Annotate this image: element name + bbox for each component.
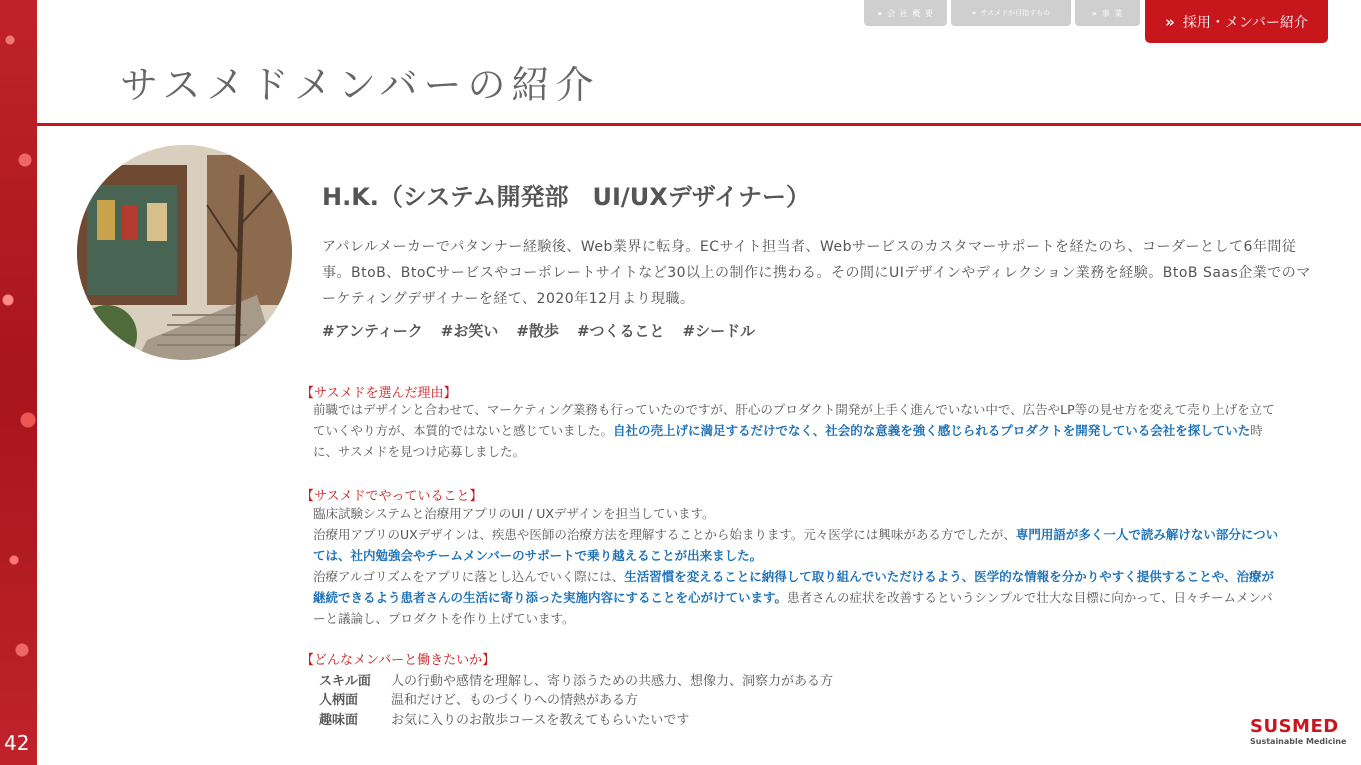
section-title-wanted: 【どんなメンバーと働きたいか】 (301, 653, 496, 668)
wanted-value: 人の行動や感情を理解し、寄り添うための共感力、想像力、洞察力がある方 (391, 674, 834, 689)
nav-tab-label: サスメドが目指すもの (980, 9, 1051, 17)
tag: #つくること (576, 322, 665, 340)
nav-tab-label: 会 社 概 要 (887, 8, 934, 18)
nav-tab-company[interactable] (864, 0, 947, 26)
double-chevron-icon: » (971, 9, 977, 17)
wanted-label: スキル面 (319, 674, 371, 689)
double-chevron-icon: » (877, 8, 884, 18)
member-bio: アパレルメーカーでパタンナー経験後、Web業界に転身。ECサイト担当者、Webサービスのカスタマーサポートを経たのち、コーダーとして6年間従事。BtoB、BtoCサービスやコーポレートサイトなど30以上の制作に携わる。その間にUIデザインやディレクション業務を経験。BtoB Saas企業でのマーケティングデザイナーを経て、2020年12月より現職。 (322, 239, 1311, 307)
reason-text-part: 時に、サスメドを見つけ応募しました。 (313, 423, 1263, 459)
title-divider (37, 123, 1361, 126)
reason-text (313, 399, 1283, 462)
wanted-label: 人柄面 (319, 693, 359, 708)
section-title-reason: 【サスメドを選んだ理由】 (301, 386, 457, 401)
work-text-part: 治療アルゴリズムをアプリに落とし込んでいく際には、 (313, 569, 625, 584)
work-text (313, 503, 1283, 629)
work-line (313, 524, 1283, 566)
work-text-part: 治療用アプリのUXデザインは、疾患や医師の治療方法を理解することから始まります。元々医学には興味がある方でしたが、 (313, 527, 1016, 542)
logo-tagline: Sustainable Medicine (1250, 737, 1347, 746)
decorative-red-stripe (0, 0, 37, 765)
wanted-row (319, 689, 638, 708)
wanted-row (319, 709, 689, 728)
nav-tab-label: 採用・メンバー紹介 (1182, 14, 1308, 31)
reason-text-part: 前職ではデザインと合わせて、マーケティング業務も行っていたのですが、肝心のプロダクト開発が上手く進んでいない中で、広告やLP等の見せ方を変えて売り上げを立てていくやり方が、本質的ではないと感じていました。 (313, 402, 1275, 438)
reason-highlight: 自社の売上げに満足するだけでなく、社会的な意義を強く感じられるプロダクトを開発している会社を探していた (613, 423, 1251, 438)
work-line: 臨床試験システムと治療用アプリのUI / UXデザインを担当しています。 (313, 506, 715, 521)
tag: #お笑い (440, 322, 499, 340)
nav-tab-recruit[interactable] (1145, 0, 1328, 43)
member-name: H.K.（システム開発部 UI/UXデザイナー） (322, 183, 811, 211)
work-text-part: 患者さんの症状を改善するというシンプルで壮大な目標に向かって、日々チームメンバーと議論し、プロダクトを作り上げています。 (313, 590, 1273, 626)
work-highlight: 専門用語が多く一人で読み解けない部分については、社内勉強会やチームメンバーのサポートで乗り越えることが出来ました。 (313, 527, 1279, 563)
logo-brand: SUSMED (1250, 716, 1339, 737)
tag: #アンティーク (322, 322, 423, 340)
section-title-work: 【サスメドでやっていること】 (301, 489, 483, 504)
wanted-row (319, 670, 833, 689)
wanted-value: 温和だけど、ものづくりへの情熱がある方 (391, 693, 639, 708)
tag: #シードル (682, 322, 756, 340)
wanted-label: 趣味面 (319, 713, 359, 728)
nav-tab-vision[interactable] (951, 0, 1071, 26)
page-number: 42 (4, 731, 30, 755)
tag: #散歩 (516, 322, 559, 340)
work-highlight: 生活習慣を変えることに納得して取り組んでいただけるよう、医学的な情報を分かりやすく提供することや、治療が継続できるよう患者さんの生活に寄り添った実施内容にすることを心がけています。 (313, 569, 1275, 605)
nav-tab-label: 事 業 (1101, 8, 1124, 18)
wanted-value: お気に入りのお散歩コースを教えてもらいたいです (391, 713, 690, 728)
work-line (313, 566, 1283, 629)
double-chevron-icon: » (1091, 8, 1098, 18)
double-chevron-icon: » (1165, 12, 1175, 31)
page-title: サスメドメンバーの紹介 (120, 63, 600, 107)
member-tags (322, 320, 755, 341)
member-photo (77, 145, 292, 360)
nav-tab-business[interactable] (1075, 0, 1140, 26)
susmed-logo (1250, 717, 1346, 746)
